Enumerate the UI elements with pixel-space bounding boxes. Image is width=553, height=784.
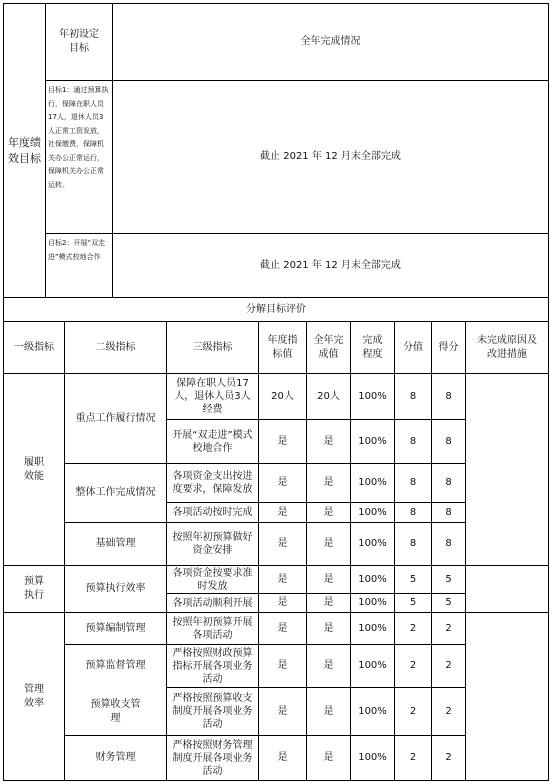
row-5-score: 8 <box>409 538 417 549</box>
row-2-actual: 是 <box>323 435 334 447</box>
row-10-got: 2 <box>445 705 452 717</box>
row-1-l3: 保障在职人员17人，退休人员3人经费 <box>174 378 251 415</box>
row-4-degree: 100% <box>358 506 387 518</box>
row-5-actual: 是 <box>323 538 334 549</box>
header-got: 得分 <box>438 341 459 353</box>
level2-basic-management: 基础管理 <box>95 538 136 549</box>
level1-budget: 预算执行 <box>24 576 44 601</box>
goal-1-text: 目标1：通过预算执行，保障在职人员17人，退休人员3人正常工资发放，社保缴费，保障机关办公正常运行，保障机关办公正常运转。 <box>48 86 109 189</box>
row-8-got: 2 <box>445 622 452 634</box>
row-7-degree: 100% <box>358 597 387 608</box>
row-4-target: 是 <box>277 506 288 518</box>
row-11-degree: 100% <box>358 752 387 763</box>
row-6-score: 5 <box>409 573 417 585</box>
row-3-l3: 各项资金支出按进度要求，保障发放 <box>172 471 253 495</box>
row-7-score: 5 <box>409 597 417 608</box>
result-header: 全年完成情况 <box>300 36 361 47</box>
row-6-l3: 各项资金按要求准时发放 <box>172 567 253 592</box>
row-11-score: 2 <box>409 752 417 763</box>
row-3-degree: 100% <box>358 477 387 488</box>
row-6-target: 是 <box>277 573 288 585</box>
row-5-target: 是 <box>277 538 288 549</box>
row-7-target: 是 <box>277 597 288 608</box>
row-2-got: 8 <box>445 435 452 447</box>
row-11-l3: 严格按照财务管理制度开展各项业务活动 <box>172 739 253 777</box>
row-9-score: 2 <box>409 660 417 671</box>
row-3-target: 是 <box>277 477 288 488</box>
row-3-got: 8 <box>445 477 452 488</box>
row-10-score: 2 <box>409 705 417 717</box>
goal-header: 年初设定目标 <box>59 29 99 54</box>
header-degree: 完成程度 <box>362 334 383 360</box>
row-6-degree: 100% <box>358 573 387 585</box>
goal-1-result: 截止 2021 年 12 月末全部完成 <box>260 151 401 162</box>
row-1-degree: 100% <box>358 390 387 402</box>
row-6-actual: 是 <box>323 573 334 585</box>
row-3-score: 8 <box>409 477 417 488</box>
row-6-got: 5 <box>445 573 452 585</box>
row-1-got: 8 <box>445 390 452 402</box>
row-9-l3: 严格按照财政预算指标开展各项业务活动 <box>172 647 253 685</box>
row-2-score: 8 <box>409 435 417 447</box>
header-score: 分值 <box>403 341 423 353</box>
row-9-got: 2 <box>445 660 452 671</box>
row-2-target: 是 <box>277 435 288 447</box>
row-8-actual: 是 <box>323 622 334 634</box>
row-5-l3: 按照年初预算做好资金安排 <box>172 532 253 556</box>
level2-finance: 财务管理 <box>95 752 136 763</box>
row-11-target: 是 <box>277 752 288 763</box>
header-level2: 二级指标 <box>95 341 136 353</box>
row-1-target: 20人 <box>271 390 294 402</box>
level2-budget-supervise: 预算监督管理 <box>85 660 146 671</box>
row-4-actual: 是 <box>323 506 334 518</box>
row-11-got: 2 <box>445 752 452 763</box>
level2-overall-work: 整体工作完成情况 <box>75 487 156 498</box>
level1-management: 管理效率 <box>24 683 44 709</box>
row-1-score: 8 <box>409 390 417 402</box>
header-target: 年度指标值 <box>267 334 298 360</box>
row-9-degree: 100% <box>358 660 387 671</box>
header-level1: 一级指标 <box>14 341 54 353</box>
header-actual: 全年完成值 <box>313 334 344 360</box>
header-level3: 三级指标 <box>192 341 233 353</box>
row-11-actual: 是 <box>323 752 334 763</box>
row-9-actual: 是 <box>323 660 334 671</box>
row-4-got: 8 <box>445 506 452 518</box>
level2-budget-income: 预算收支管理 <box>90 698 141 724</box>
breakdown-title: 分解目标评价 <box>246 303 306 315</box>
row-10-target: 是 <box>277 705 288 717</box>
row-10-degree: 100% <box>358 705 387 717</box>
row-8-score: 2 <box>409 622 417 634</box>
level2-key-work: 重点工作履行情况 <box>75 412 156 424</box>
row-9-target: 是 <box>277 660 288 671</box>
row-5-degree: 100% <box>358 538 387 549</box>
row-5-got: 8 <box>445 538 452 549</box>
header-reason: 未完成原因及改进措施 <box>477 334 537 360</box>
row-10-l3: 严格按照预算收支制度开展各项业务活动 <box>172 693 253 730</box>
row-8-l3: 按照年初预算开展各项活动 <box>172 616 253 641</box>
row-7-actual: 是 <box>323 597 334 608</box>
goal-2-text: 目标2：开展“双走进”模式校地合作 <box>48 239 106 261</box>
section-label-annual-goals: 年度绩效目标 <box>8 135 41 165</box>
row-8-target: 是 <box>277 622 288 634</box>
row-7-l3: 各项活动顺利开展 <box>172 597 253 609</box>
row-2-l3: 开展“双走进”模式校地合作 <box>172 429 253 454</box>
level2-budget-efficiency: 预算执行效率 <box>85 583 146 594</box>
level2-budget-compile: 预算编制管理 <box>85 622 146 634</box>
row-3-actual: 是 <box>323 477 334 488</box>
row-4-score: 8 <box>409 506 417 518</box>
row-2-degree: 100% <box>358 435 387 447</box>
row-4-l3: 各项活动按时完成 <box>172 507 253 518</box>
row-1-actual: 20人 <box>317 390 340 402</box>
goal-2-result: 截止 2021 年 12 月末全部完成 <box>260 259 401 271</box>
level1-performance: 履职效能 <box>24 456 44 482</box>
row-8-degree: 100% <box>358 622 387 634</box>
row-7-got: 5 <box>445 597 452 608</box>
row-10-actual: 是 <box>323 705 334 717</box>
